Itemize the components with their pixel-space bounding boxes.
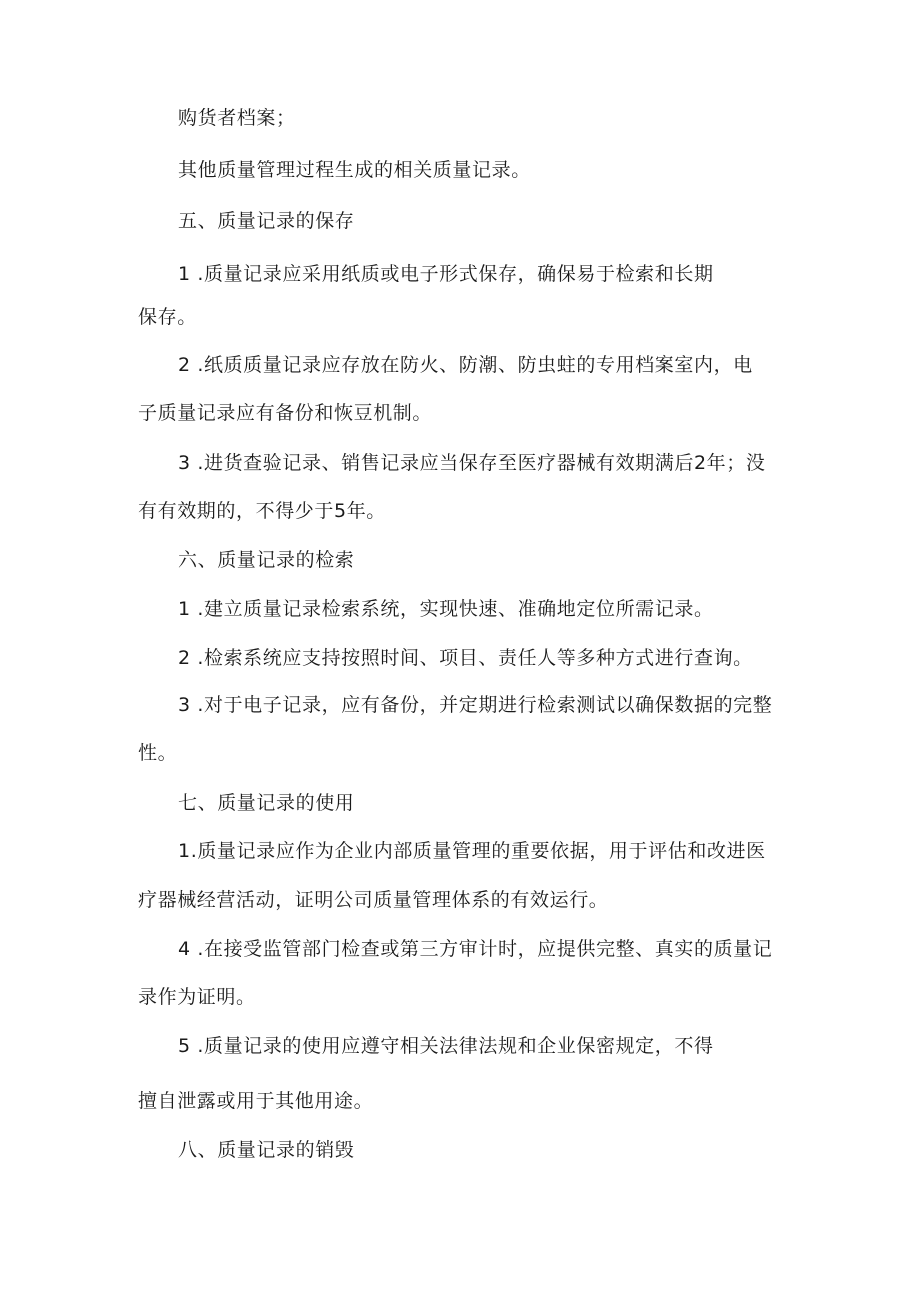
text-line: 2 .纸质质量记录应存放在防火、防潮、防虫蛀的专用档案室内，电 [178, 354, 753, 376]
text-line: 3 .对于电子记录，应有备份，并定期进行检索测试以确保数据的完整 [178, 694, 773, 716]
text-line: 录作为证明。 [138, 986, 256, 1008]
text-line: 保存。 [138, 306, 197, 328]
section-heading-7: 七、质量记录的使用 [178, 792, 355, 814]
text-line: 4 .在接受监管部门检查或第三方审计时，应提供完整、真实的质量记 [178, 938, 773, 960]
text-line: 其他质量管理过程生成的相关质量记录。 [178, 159, 531, 181]
section-heading-5: 五、质量记录的保存 [178, 210, 355, 232]
text-line: 3 .进货查验记录、销售记录应当保存至医疗器械有效期满后2年；没 [178, 452, 766, 474]
text-line: 1 .质量记录应采用纸质或电子形式保存，确保易于检索和长期 [178, 263, 714, 285]
text-line: 有有效期的，不得少于5年。 [138, 500, 386, 522]
section-heading-8: 八、质量记录的销毁 [178, 1139, 355, 1161]
text-line: 子质量记录应有备份和恢豆机制。 [138, 402, 433, 424]
text-line: 5 .质量记录的使用应遵守相关法律法规和企业保密规定，不得 [178, 1035, 714, 1057]
text-line: 性。 [138, 742, 178, 764]
text-line: 1.质量记录应作为企业内部质量管理的重要依据，用于评估和改进医 [178, 840, 766, 862]
text-line: 擅自泄露或用于其他用途。 [138, 1090, 374, 1112]
text-line: 2 .检索系统应支持按照时间、项目、责任人等多种方式进行查询。 [178, 647, 753, 669]
text-line: 疗器械经营活动，证明公司质量管理体系的有效运行。 [138, 889, 609, 911]
text-line: 1 .建立质量记录检索系统，实现快速、准确地定位所需记录。 [178, 598, 714, 620]
section-heading-6: 六、质量记录的检索 [178, 549, 355, 571]
text-line: 购货者档案； [178, 107, 296, 129]
